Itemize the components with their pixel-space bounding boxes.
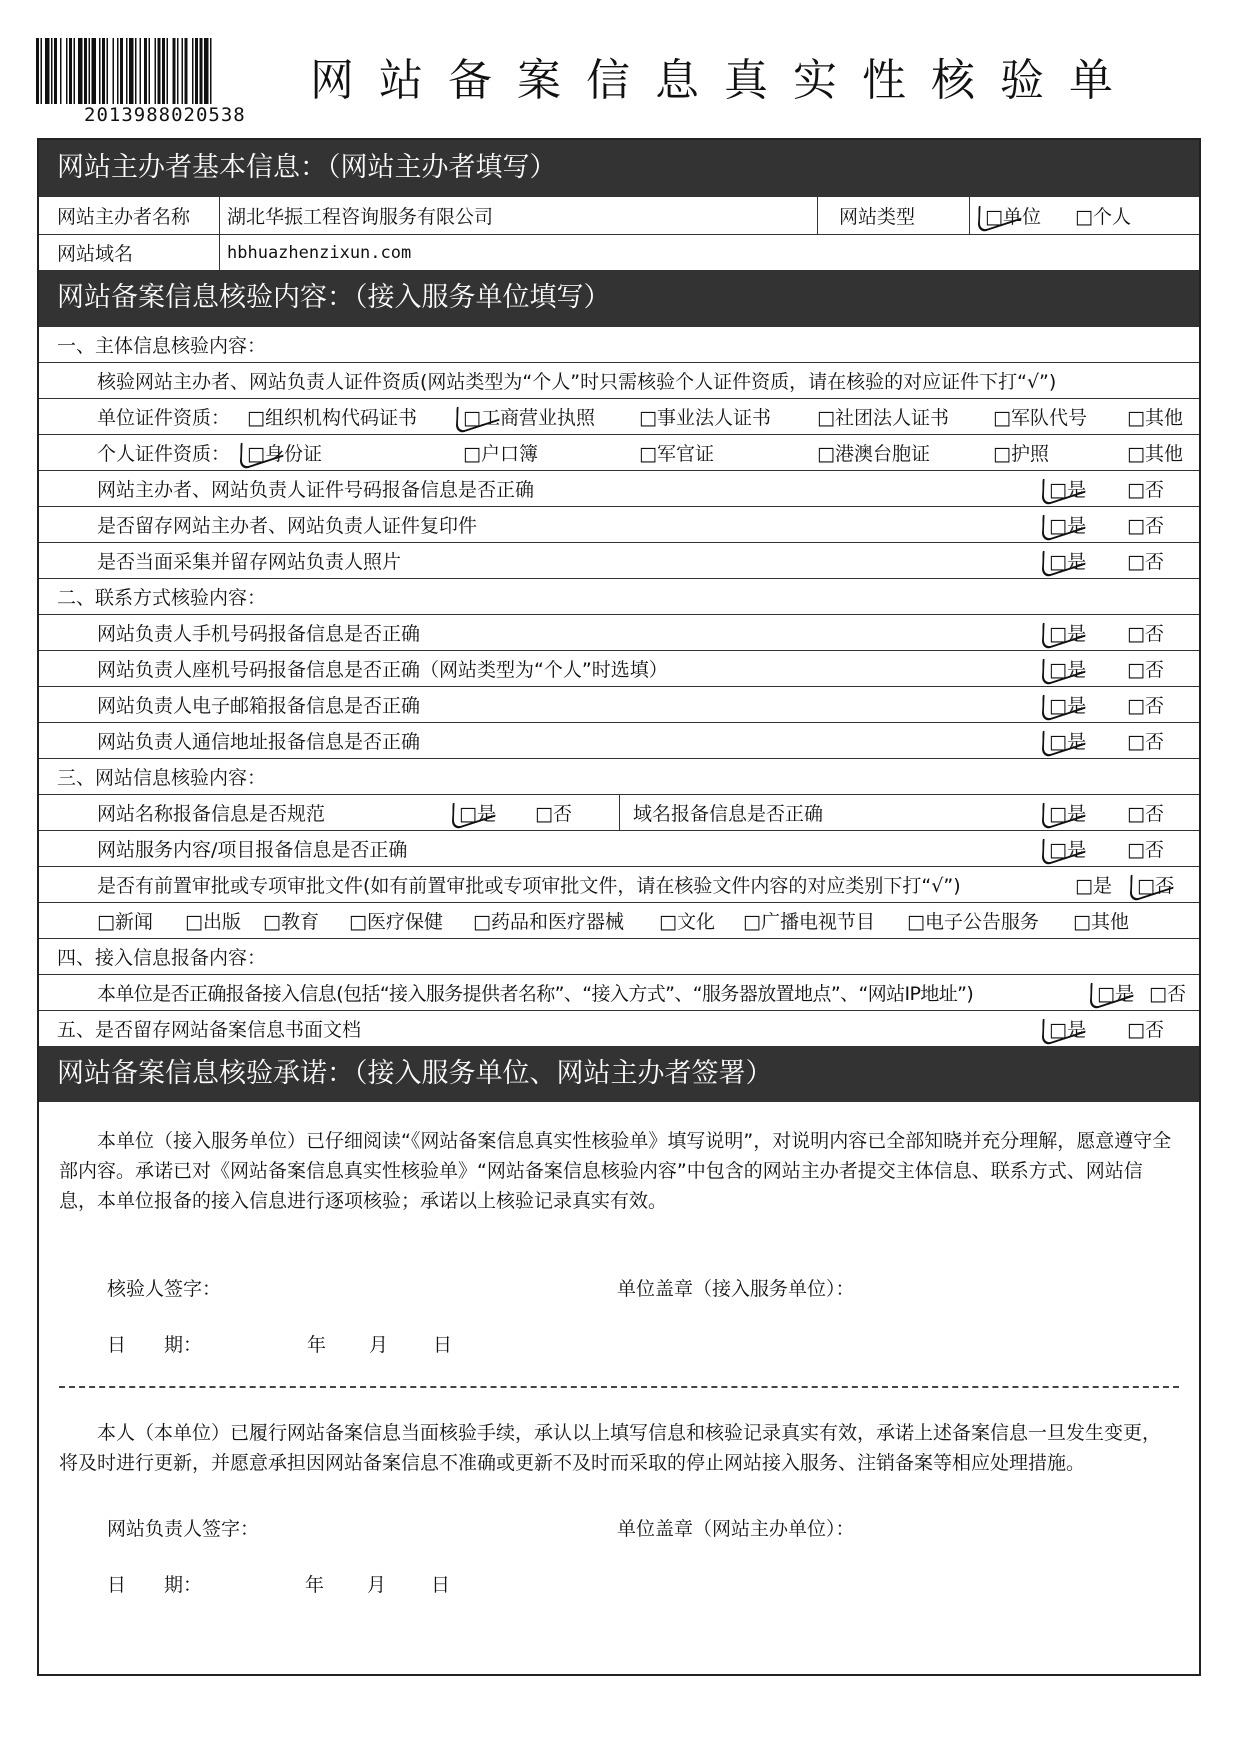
category-broadcast-checkbox[interactable]: □广播电视节目 [743,911,875,933]
section-verify-heading: 网站备案信息核验内容：（接入服务单位填写） [39,270,1199,326]
list-item: 网站负责人通信地址报备信息是否正确 □是 □否 [39,722,1199,758]
yes-checkbox[interactable]: □是 [1049,543,1086,578]
site-type-label: 网站类型 [839,206,916,228]
yes-checkbox[interactable]: □是 [1049,1011,1086,1046]
no-checkbox[interactable]: □否 [535,803,572,825]
category-drugs-checkbox[interactable]: □药品和医疗器械 [473,911,624,933]
yes-checkbox[interactable]: □是 [1049,831,1086,866]
yes-checkbox[interactable]: □是 [1049,723,1086,758]
domain-label: 网站域名 [57,243,134,265]
owner-sign-label: 网站负责人签字： [107,1518,260,1540]
part4-title-row [39,938,1199,974]
year-label: 年 [307,1334,327,1356]
pledge-paragraph-2: 本人（本单位）已履行网站备案信息当面核验手续，承认以上填写信息和核验记录真实有效，承诺上述备案信息一旦发生变更，将及时进行更新，并愿意承担因网站备案信息不准确或更新不及时而采取的停止网站接入服务、注销备案等相应处理措施。 [59,1422,1162,1474]
category-news-checkbox[interactable]: □新闻 [97,911,153,933]
part3-title-row [39,758,1199,794]
pledge-paragraph-1: 本单位（接入服务单位）已仔细阅读“《网站备案信息真实性核验单》填写说明”，对说明内容已全部知晓并充分理解，愿意遵守全部内容。承诺已对《网站备案信息真实性核验单》“网站备案信息核验内容”中包含的网站主办者提交主体信息、联系方式、网站信息，本单位报备的接入信息进行逐项核验；承诺以上核验记录真实有效。 [59,1130,1172,1212]
part5-row [39,1010,1199,1046]
part3-title: 三、网站信息核验内容： [57,767,267,789]
cert-military-checkbox[interactable]: □军队代号 [993,407,1087,429]
part1-note-row [39,362,1199,398]
unit-cert-row [39,398,1199,434]
section-pledge-heading: 网站备案信息核验承诺：（接入服务单位、网站主办者签署） [39,1046,1199,1102]
category-other-checkbox[interactable]: □其他 [1073,911,1129,933]
part1-title-row [39,326,1199,362]
no-checkbox[interactable]: □否 [1127,551,1164,573]
no-checkbox[interactable]: □否 [1127,839,1164,861]
no-checkbox[interactable]: □否 [1127,515,1164,537]
month-label: 月 [369,1334,389,1356]
cert-social-org-checkbox[interactable]: □社团法人证书 [817,407,949,429]
category-bbs-checkbox[interactable]: □电子公告服务 [907,911,1039,933]
yes-checkbox[interactable]: □是 [1097,975,1134,1010]
verification-form [37,138,1201,1676]
list-item: 是否留存网站主办者、网站负责人证件复印件 □是 □否 [39,506,1199,542]
part1-note: 核验网站主办者、网站负责人证件资质(网站类型为“个人”时只需核验个人证件资质，请在核验的对应证件下打“√”) [97,371,1057,393]
cert-person-other-checkbox[interactable]: □其他 [1127,443,1183,465]
no-checkbox[interactable]: □否 [1137,867,1174,902]
no-checkbox[interactable]: □否 [1149,983,1186,1005]
yes-checkbox[interactable]: □是 [1049,471,1086,506]
part5-title: 五、是否留存网站备案信息书面文档 [57,1019,362,1041]
preapproval-categories-row [39,902,1199,938]
list-item: 网站负责人手机号码报备信息是否正确 □是 □否 [39,614,1199,650]
owner-name-value[interactable]: 湖北华振工程咨询服务有限公司 [227,206,494,228]
list-item: 本单位是否正确报备接入信息(包括“接入服务提供者名称”、“接入方式”、“服务器放置地点”、“网站IP地址”) □是 □否 [39,974,1199,1010]
part1-title: 一、主体信息核验内容： [57,335,267,357]
cert-org-code-checkbox[interactable]: □组织机构代码证书 [247,407,417,429]
cert-officer-checkbox[interactable]: □军官证 [639,443,714,465]
no-checkbox[interactable]: □否 [1127,479,1164,501]
person-cert-label: 个人证件资质： [97,443,231,465]
date-label: 日 期： [107,1334,203,1356]
list-item: 网站名称报备信息是否规范 □是 □否 域名报备信息是否正确 □是 □否 [39,794,1199,830]
day-label: 日 [431,1574,451,1596]
date-label: 日 期： [107,1574,203,1596]
domain-row [39,234,1199,270]
yes-checkbox[interactable]: □是 [1049,651,1086,686]
day-label: 日 [433,1334,453,1356]
yes-checkbox[interactable]: □是 [1075,875,1112,897]
yes-checkbox[interactable]: □是 [459,795,496,830]
barcode-image [36,38,302,104]
no-checkbox[interactable]: □否 [1127,731,1164,753]
list-item: 是否当面采集并留存网站负责人照片 □是 □否 [39,542,1199,578]
owner-name-row [39,196,1199,234]
year-label: 年 [305,1574,325,1596]
dashed-divider [59,1386,1179,1388]
cert-id-card-checkbox[interactable]: □身份证 [247,435,322,470]
owner-name-label: 网站主办者名称 [57,206,191,228]
cert-hk-macau-tw-checkbox[interactable]: □港澳台胞证 [817,443,930,465]
yes-checkbox[interactable]: □是 [1049,507,1086,542]
yes-checkbox[interactable]: □是 [1049,687,1086,722]
part4-title: 四、接入信息报备内容： [57,947,267,969]
list-item: 网站主办者、网站负责人证件号码报备信息是否正确 □是 □否 [39,470,1199,506]
person-cert-row [39,434,1199,470]
domain-value[interactable]: hbhuazhenzixun.com [227,242,412,263]
month-label: 月 [367,1574,387,1596]
cert-business-license-checkbox[interactable]: □工商营业执照 [463,399,595,434]
cert-passport-checkbox[interactable]: □护照 [993,443,1049,465]
list-item: 网站负责人电子邮箱报备信息是否正确 □是 □否 [39,686,1199,722]
no-checkbox[interactable]: □否 [1127,1019,1164,1041]
owner-unit-seal-label: 单位盖章（网站主办单位）： [617,1518,855,1540]
part2-title-row [39,578,1199,614]
part2-title: 二、联系方式核验内容： [57,587,267,609]
cert-household-checkbox[interactable]: □户口簿 [463,443,538,465]
barcode-number: 2013988020538 [84,104,246,126]
access-unit-seal-label: 单位盖章（接入服务单位）： [617,1278,855,1300]
section-owner-heading: 网站主办者基本信息：（网站主办者填写） [39,140,1199,196]
no-checkbox[interactable]: □否 [1127,623,1164,645]
unit-cert-label: 单位证件资质： [97,407,231,429]
yes-checkbox[interactable]: □是 [1049,795,1086,830]
no-checkbox[interactable]: □否 [1127,695,1164,717]
category-publishing-checkbox[interactable]: □出版 [185,911,241,933]
document-title: 网站备案信息真实性核验单 [310,55,1138,106]
list-item: 是否有前置审批或专项审批文件(如有前置审批或专项审批文件，请在核验文件内容的对应类别下打“√”) □是 □否 [39,866,1199,902]
category-education-checkbox[interactable]: □教育 [263,911,319,933]
no-checkbox[interactable]: □否 [1127,803,1164,825]
site-type-unit-checkbox[interactable]: □单位 [985,197,1041,234]
category-culture-checkbox[interactable]: □文化 [659,911,715,933]
site-type-person-checkbox[interactable]: □个人 [1075,206,1131,228]
no-checkbox[interactable]: □否 [1127,659,1164,681]
category-healthcare-checkbox[interactable]: □医疗保健 [349,911,443,933]
yes-checkbox[interactable]: □是 [1049,615,1086,650]
checker-sign-label: 核验人签字： [107,1278,222,1300]
cert-public-institution-checkbox[interactable]: □事业法人证书 [639,407,771,429]
list-item: 网站负责人座机号码报备信息是否正确（网站类型为“个人”时选填） □是 □否 [39,650,1199,686]
list-item: 网站服务内容/项目报备信息是否正确 □是 □否 [39,830,1199,866]
cert-other-checkbox[interactable]: □其他 [1127,407,1183,429]
